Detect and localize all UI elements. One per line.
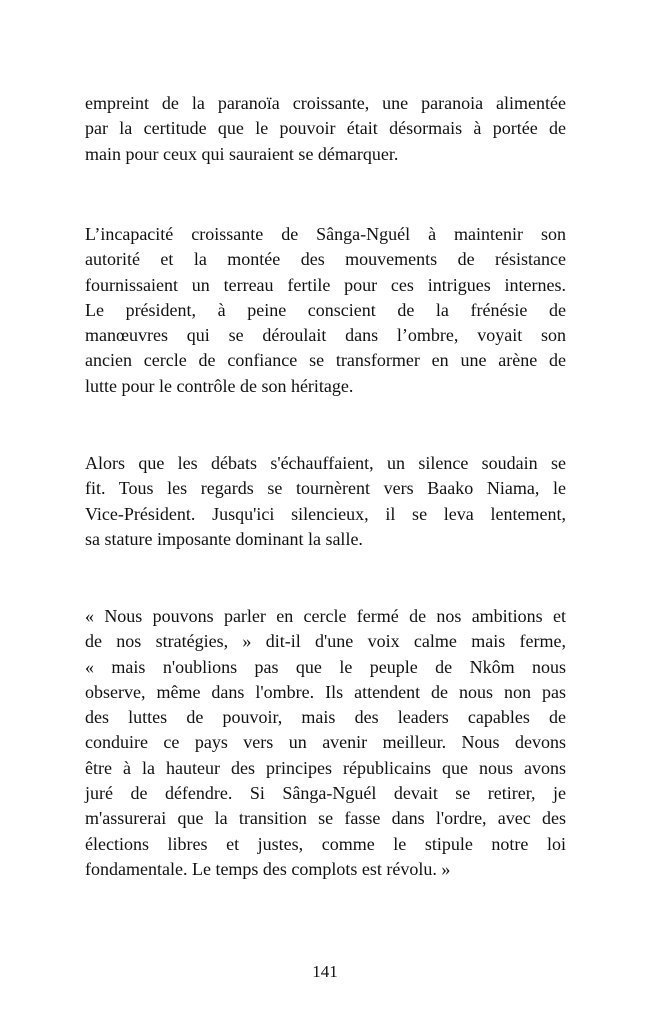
text-line: lutte pour le contrôle de son héritage.: [85, 375, 354, 396]
text-line: des luttes de pouvoir, mais des leaders capables de: [85, 707, 566, 728]
text-line: L’incapacité croissante de Sânga-Nguél à maintenir son: [85, 224, 566, 244]
paragraph-1: [85, 91, 566, 167]
paragraph-3: [85, 451, 566, 552]
text-line: conduire ce pays vers un avenir meilleur. Nous devons: [85, 732, 566, 753]
text-line: main pour ceux qui sauraient se démarquer.: [85, 143, 399, 164]
paragraph-2: [85, 222, 566, 399]
paragraph-4: [85, 604, 566, 882]
text-line: être à la hauteur des principes républicains que nous avons: [85, 757, 566, 778]
text-line: ancien cercle de confiance se transformer en une arène de: [85, 350, 566, 371]
text-line: manœuvres qui se déroulait dans l’ombre, voyait son: [85, 325, 566, 346]
text-line: « mais n'oublions pas que le peuple de Nkôm nous: [85, 656, 566, 677]
text-line: juré de défendre. Si Sânga-Nguél devait se retirer, je: [85, 783, 566, 804]
text-line: m'assurerai que la transition se fasse dans l'ordre, avec des: [85, 808, 566, 829]
text-line: élections libres et justes, comme le stipule notre loi: [85, 833, 566, 854]
text-line: fit. Tous les regards se tournèrent vers Baako Niama, le: [85, 478, 566, 499]
text-line: Alors que les débats s'échauffaient, un silence soudain se: [85, 453, 566, 473]
text-line: observe, même dans l'ombre. Ils attendent de nous non pas: [85, 681, 566, 702]
text-line: fournissaient un terreau fertile pour ces intrigues internes.: [85, 274, 566, 295]
text-line: sa stature imposante dominant la salle.: [85, 528, 363, 549]
text-line: empreint de la paranoïa croissante, une paranoia alimentée: [85, 93, 566, 113]
text-line: Vice-Président. Jusqu'ici silencieux, il se leva lentement,: [85, 503, 566, 524]
page-number: 141: [312, 962, 338, 981]
text-line: de nos stratégies, » dit-il d'une voix calme mais ferme,: [85, 631, 566, 652]
text-line: « Nous pouvons parler en cercle fermé de nos ambitions et: [85, 606, 566, 626]
text-line: autorité et la montée des mouvements de résistance: [85, 249, 566, 270]
text-line: par la certitude que le pouvoir était désormais à portée de: [85, 118, 566, 139]
text-line: Le président, à peine conscient de la frénésie de: [85, 299, 566, 320]
text-line: fondamentale. Le temps des complots est révolu. »: [85, 858, 451, 879]
